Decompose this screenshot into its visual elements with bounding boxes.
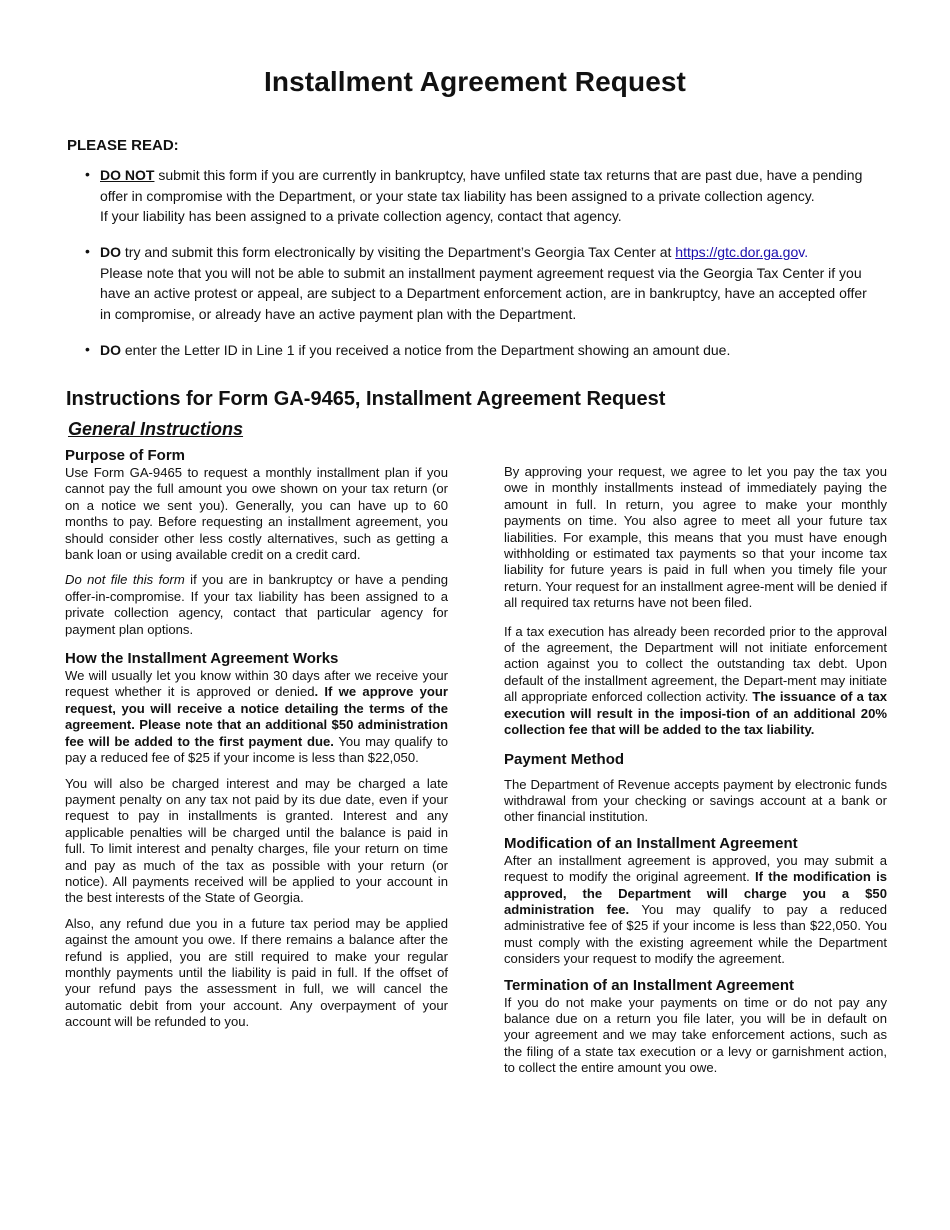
bullet-text: submit this form if you are currently in bankruptcy, have unfiled state tax returns that are past due, have a pending offer in compromise with the Department, or your state tax liability has been assigned to a private collection agency.	[100, 167, 863, 204]
purpose-paragraph-1: Use Form GA-9465 to request a monthly installment plan if you cannot pay the full amount you owe shown on your tax return (or on a notice we sent you). Generally, you can have up to 60 months to pay. Before requesting an installment agreement, you should consider other less costly alternatives, such as getting a bank loan or using available credit on a credit card.	[65, 465, 448, 563]
gtc-link[interactable]: https://gtc.dor.ga.go	[675, 244, 799, 260]
approve-paragraph: By approving your request, we agree to let you pay the tax you owe in monthly installments instead of immediately paying the amount in full. In return, you agree to make your monthly payments on time. You also agree to meet all your future tax liabilities. For example, this means that you must have enough withholding or estimated tax payments so that your income tax liability for future years is paid in full when you timely file your return. Your request for an installment agree-ment will be denied if all required tax returns have not been filed.	[504, 464, 887, 611]
termination-paragraph: If you do not make your payments on time or do not pay any balance due on a return you file later, you will be in default on your agreement and we may take enforcement actions, such as the filing of a state tax execution or a levy or garnishment action, to collect the entire amount you owe.	[504, 994, 887, 1076]
how-heading: How the Installment Agreement Works	[65, 650, 339, 668]
instructions-title: Instructions for Form GA-9465, Installment Agreement Request	[66, 388, 666, 410]
modification-paragraph: After an installment agreement is approved, you may submit a request to modify the original agreement. If the modification is approved, the Department will charge you a $50 administration fee. You may qualify to pay a reduced administrative fee of $25 if your income is less than $22,050. You must comply with the existing agreement while the Department considers your request to modify the agreement.	[504, 852, 888, 967]
how-paragraph-2: You will also be charged interest and may be charged a late payment penalty on any tax not paid by its due date, even if your request to pay in installments is granted. Interest and any applicable penalties will be charged until the balance is paid in full. To limit interest and penalty charges, file your return on time and pay as much of the tax as possible with your return (or notice). All payments received will be applied to your account in the best interests of the State of Georgia.	[65, 775, 448, 906]
termination-heading: Termination of an Installment Agreement	[504, 976, 795, 994]
general-instructions-heading: General Instructions	[68, 419, 244, 439]
right-column	[504, 464, 887, 1086]
left-column	[65, 447, 448, 1040]
purpose-paragraph-2: Do not file this form if you are in bankruptcy or have a pending offer-in-compromise. If your tax liability has been assigned to a private collection agency, contact that particular agency for payment plan options.	[65, 572, 449, 637]
bullet-text: try and submit this form electronically by visiting the Department’s Georgia Tax Center at	[121, 244, 676, 260]
execution-paragraph: If a tax execution has already been recorded prior to the approval of the agreement, the Department will not initiate enforcement action against you to collect the outstanding tax debt. Upon default of the installment agreement, the Depart-ment may initiate all appropriate enforced collection activity. The issuance of a tax execution will result in the imposi-tion of an additional 20% collection fee that will be added to the tax liability.	[504, 623, 888, 738]
how-paragraph-3: Also, any refund due you in a future tax period may be applied against the amount you owe. If there remains a balance after the refund is applied, you are still required to make your regular monthly payments until the liability is paid in full. If the offset of your refund pays the assessment in full, we will cancel the automatic debit from your account. Any overpayment of your account will be refunded to you.	[65, 915, 448, 1030]
link-tail: v.	[798, 244, 809, 260]
bullet-do-not	[100, 165, 880, 227]
purpose-heading: Purpose of Form	[65, 447, 186, 464]
bullet-lead: DO	[100, 244, 121, 260]
how-paragraph-1: We will usually let you know within 30 days after we receive your request whether it is approved or denied. If we approve your request, you will receive a notice detailing the terms of the agreement. Please note that an additional $50 administration fee will be added to the first payment due. You may qualify to pay a reduced fee of $25 if your income is less than $22,050.	[65, 668, 448, 766]
payment-method-heading: Payment Method	[504, 750, 625, 768]
bullet-lead: DO NOT	[100, 167, 155, 183]
bullet-text-2: If your liability has been assigned to a private collection agency, contact that agency.	[100, 208, 622, 224]
modification-heading: Modification of an Installment Agreement	[504, 834, 798, 852]
payment-method-paragraph: The Department of Revenue accepts payment by electronic funds withdrawal from your checking or savings account at a bank or other financial institution.	[504, 776, 887, 825]
page-title: Installment Agreement Request	[264, 66, 686, 97]
bullet-do-submit-electronically	[100, 242, 880, 324]
bullet-do-letter-id	[100, 340, 880, 361]
bullet-lead: DO	[100, 342, 121, 358]
bullet-text-2: Please note that you will not be able to submit an installment payment agreement request via the Georgia Tax Center if you have an active protest or appeal, are subject to a Department enforcement action, are in bankruptcy, have an accepted offer in compromise, or already have an active payment plan with the Department.	[100, 264, 867, 322]
bullet-text: enter the Letter ID in Line 1 if you received a notice from the Department showing an amount due.	[121, 342, 731, 358]
please-read-heading: PLEASE READ:	[67, 137, 179, 154]
